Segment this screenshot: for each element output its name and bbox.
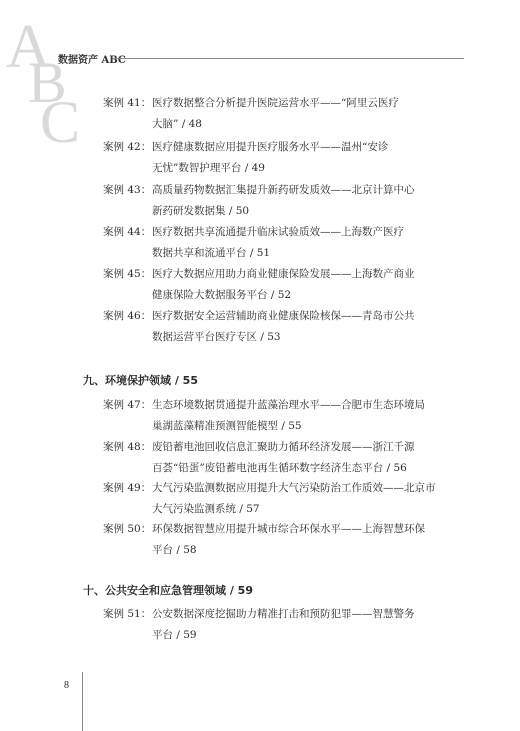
- entry-title-line1: 医疗数据共享流通提升临床试验质效——上海数产医疗: [152, 226, 404, 238]
- watermark-letter-c: C: [40, 89, 81, 155]
- entry-title-line2: 数据共享和流通平台 / 51: [152, 247, 271, 259]
- entry-label: 案例 48：: [103, 441, 152, 453]
- section-heading-environment[interactable]: 九、环境保护领域 / 55: [83, 374, 198, 387]
- entry-title-line2: 百荟“铅蛋”废铅蓄电池再生循环数字经济生态平台 / 56: [152, 462, 407, 474]
- entry-title-line1: 医疗健康数据应用提升医疗服务水平——温州“安诊: [152, 141, 389, 153]
- entry-label: 案例 46：: [103, 310, 152, 322]
- entry-title-line1: 生态环境数据贯通提升蓝藻治理水平——合肥市生态环境局: [152, 399, 425, 411]
- entry-title-line1: 医疗数据整合分析提升医院运营水平——“阿里云医疗: [152, 97, 399, 109]
- entry-label: 案例 49：: [103, 482, 152, 494]
- entry-title-line2: 数据运营平台医疗专区 / 53: [152, 331, 281, 343]
- entry-title-line1: 医疗大数据应用助力商业健康保险发展——上海数产商业: [152, 268, 415, 280]
- entry-label: 案例 41：: [103, 97, 152, 109]
- entry-title-line1: 大气污染监测数据应用提升大气污染防治工作质效——北京市: [152, 482, 436, 494]
- running-header: 数据资产 ABC: [58, 55, 126, 66]
- entry-label: 案例 51：: [103, 608, 152, 620]
- section-heading-public-safety[interactable]: 十、公共安全和应急管理领域 / 59: [83, 584, 253, 597]
- entry-title-line1: 公安数据深度挖掘助力精准打击和预防犯罪——智慧警务: [152, 608, 415, 620]
- footer-rule: [82, 672, 83, 731]
- entry-title-line2: 平台 / 59: [152, 629, 197, 641]
- entry-label: 案例 47：: [103, 399, 152, 411]
- entry-title-line2: 大脑” / 48: [152, 118, 202, 130]
- entry-title-line2: 无忧”数智护理平台 / 49: [152, 162, 265, 174]
- entry-title-line2: 巢湖蓝藻精准预测智能模型 / 55: [152, 420, 302, 432]
- entry-title-line1: 环保数据智慧应用提升城市综合环保水平——上海智慧环保: [152, 523, 425, 535]
- entry-label: 案例 42：: [103, 141, 152, 153]
- watermark-letter-a: A: [6, 13, 51, 81]
- entry-label: 案例 45：: [103, 268, 152, 280]
- entry-title-line2: 大气污染监测系统 / 57: [152, 503, 260, 515]
- entry-label: 案例 43：: [103, 184, 152, 196]
- header-rule: [114, 58, 464, 59]
- entry-title-line1: 废铅蓄电池回收信息汇聚助力循环经济发展——浙江千源: [152, 441, 415, 453]
- entry-title-line1: 医疗数据安全运营辅助商业健康保险核保——青岛市公共: [152, 310, 415, 322]
- entry-title-line2: 新药研发数据集 / 50: [152, 205, 250, 217]
- entry-title-line2: 平台 / 58: [152, 544, 197, 556]
- entry-title-line1: 高质量药物数据汇集提升新药研发质效——北京计算中心: [152, 184, 415, 196]
- page-number: 8: [64, 680, 69, 691]
- watermark-letter-b: B: [28, 50, 67, 115]
- entry-label: 案例 50：: [103, 523, 152, 535]
- entry-label: 案例 44：: [103, 226, 152, 238]
- entry-title-line2: 健康保险大数据服务平台 / 52: [152, 289, 292, 301]
